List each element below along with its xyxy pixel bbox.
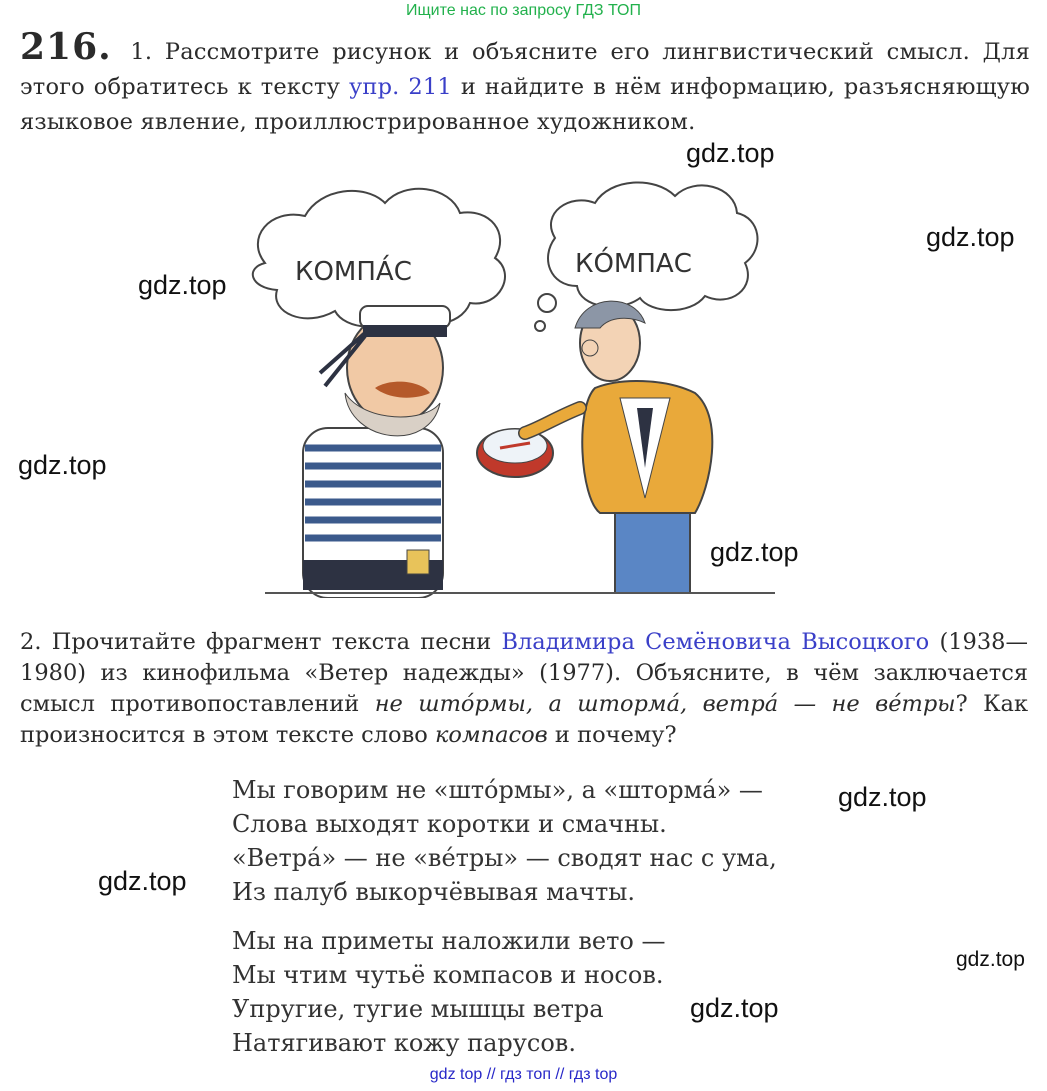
poem-line: Упругие, тугие мышцы ветра	[232, 995, 604, 1023]
poem-line: Мы чтим чутьё компасов и носов.	[232, 961, 664, 989]
bottom-banner[interactable]: gdz top // гдз топ // гдз top	[429, 1066, 618, 1083]
watermark: gdz.top	[98, 866, 187, 896]
task-text-end: и найдите в нём информацию, разъясняющую языковое явление, проиллюстрированное художником.	[20, 74, 1031, 135]
task-paragraph-1	[20, 26, 1031, 140]
poem-line: Из палуб выкорчёвывая мачты.	[232, 878, 635, 906]
compass-drawing	[477, 429, 553, 477]
task-text-start: 1. Рассмотрите рисунок и объясните его лингвистический смысл. Для этого обратитесь к тексту	[20, 39, 1030, 100]
task-number: 216.	[20, 26, 112, 68]
man-figure	[525, 301, 712, 593]
sailor-figure	[303, 306, 450, 598]
poem-line: Мы на приметы наложили вето —	[232, 927, 666, 955]
watermark: gdz.top	[956, 948, 1025, 971]
p2-text-end: и почему?	[554, 722, 677, 748]
p2-italic-2: компасов	[434, 722, 548, 748]
poem-line: Слова выходят коротки и смачны.	[232, 810, 667, 838]
bubble-text-right: КО́МПАС	[575, 249, 692, 279]
poem-stanza-2	[232, 924, 666, 1060]
watermark: gdz.top	[838, 782, 927, 812]
p2-italic-1: не што́рмы, а шторма́, ветра́ — не ве́тры	[374, 691, 956, 717]
watermark: gdz.top	[18, 450, 107, 480]
watermark: gdz.top	[138, 270, 227, 300]
task-paragraph-2	[20, 627, 1028, 751]
watermark: gdz.top	[710, 537, 799, 567]
p2-text-start: 2. Прочитайте фрагмент текста песни	[20, 629, 492, 655]
compass-illustration	[225, 168, 785, 598]
poem-line: Мы говорим не «што́рмы», а «шторма́» —	[232, 776, 763, 804]
p2-text-question: ? Как произносится в этом тексте слово	[20, 691, 1029, 748]
watermark: gdz.top	[690, 993, 779, 1023]
top-banner[interactable]: Ищите нас по запросу ГДЗ ТОП	[406, 2, 641, 19]
watermark: gdz.top	[926, 222, 1015, 252]
poem-stanza-1	[232, 773, 777, 909]
exercise-link[interactable]: упр. 211	[348, 74, 452, 100]
p2-text-middle: (1938—1980) из кинофильма «Ветер надежды» (1977). Объясните, в чём заключается смысл противопоставлений	[20, 629, 1028, 717]
watermark: gdz.top	[686, 138, 775, 168]
poem-line: Натягивают кожу парусов.	[232, 1029, 576, 1057]
author-link[interactable]: Владимира Семёновича Высоцкого	[501, 629, 930, 655]
bubble-text-left: КОМПА́С	[295, 257, 412, 287]
poem-line: «Ветра́» — не «ве́тры» — сводят нас с ума,	[232, 844, 777, 872]
